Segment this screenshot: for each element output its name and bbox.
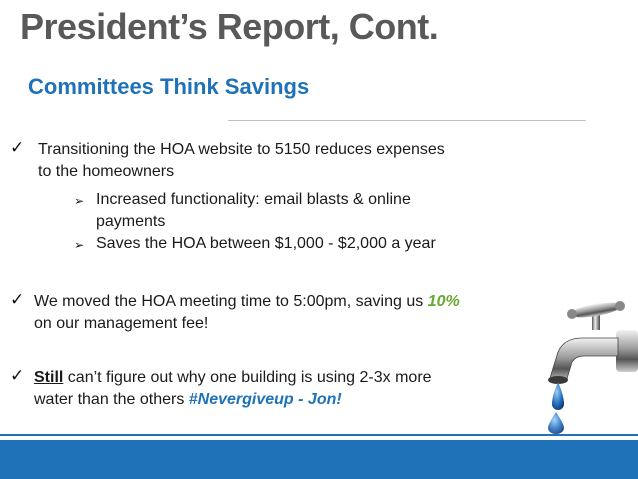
bullet-3-text-2: water than the others (34, 391, 189, 408)
checkmark-icon: ✓ (10, 290, 25, 310)
emphasis-still: Still (34, 369, 64, 386)
arrow-bullet-icon: ➢ (74, 194, 85, 208)
sub-bullet-2-line-1: Saves the HOA between $1,000 - $2,000 a year (96, 235, 436, 252)
bullet-3-line-2 (34, 389, 342, 411)
slide-subtitle: Committees Think Savings (28, 74, 310, 99)
footer-bar (0, 440, 638, 479)
sub-bullet-1-line-2: payments (96, 213, 166, 230)
bullet-2-line-1 (34, 291, 460, 313)
sub-bullet-1-line-1: Increased functionality: email blasts & online (96, 191, 411, 208)
hashtag-text: #Nevergiveup - Jon! (188, 391, 342, 408)
divider-line (228, 120, 586, 121)
dripping-faucet-image (512, 300, 638, 434)
bullet-1-line-2: to the homeowners (38, 163, 175, 180)
bullet-2-text: We moved the HOA meeting time to 5:00pm, saving us (34, 293, 428, 310)
savings-percentage: 10% (427, 293, 460, 310)
bullet-1-line-1: Transitioning the HOA website to 5150 reduces expenses (38, 141, 445, 158)
bullet-2-line-2: on our management fee! (34, 315, 209, 332)
footer-accent-line (0, 434, 638, 436)
checkmark-icon: ✓ (10, 366, 25, 386)
bullet-3-text: can’t figure out why one building is using 2-3x more (63, 369, 432, 386)
slide-title: President’s Report, Cont. (20, 6, 439, 47)
checkmark-icon: ✓ (10, 138, 25, 158)
arrow-bullet-icon: ➢ (74, 238, 85, 252)
bullet-3-line-1 (34, 367, 432, 389)
